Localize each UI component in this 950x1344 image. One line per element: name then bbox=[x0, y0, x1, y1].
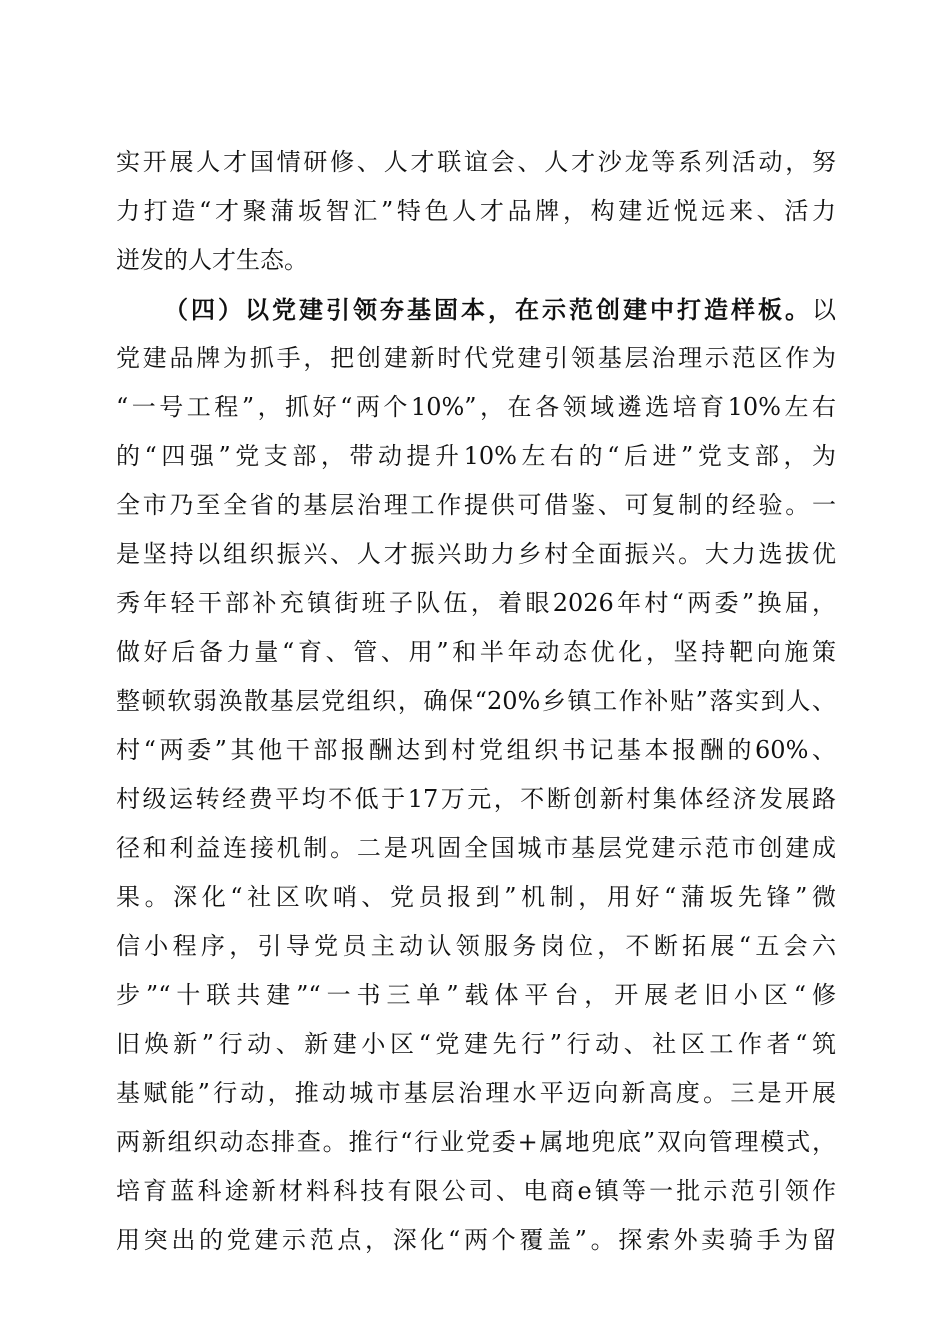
text-line: 迸发的人才生态。 bbox=[116, 246, 308, 274]
text-line: 做好后备力量“育、管、用”和半年动态优化，坚持靶向施策 bbox=[116, 638, 836, 666]
text-line: 力打造“才聚蒲坂智汇”特色人才品牌，构建近悦远来、活力 bbox=[116, 197, 836, 225]
text-line: 实开展人才国情研修、人才联谊会、人才沙龙等系列活动，努 bbox=[116, 148, 836, 176]
text-line: 秀年轻干部补充镇街班子队伍，着眼2026年村“两委”换届， bbox=[116, 589, 836, 617]
text-line: 用突出的党建示范点，深化“两个覆盖”。探索外卖骑手为留 bbox=[116, 1226, 836, 1254]
text-line: 村级运转经费平均不低于17万元，不断创新村集体经济发展路 bbox=[116, 785, 836, 813]
text-line: “一号工程”，抓好“两个10%”，在各领域遴选培育10%左右 bbox=[116, 393, 836, 421]
section-heading-line bbox=[116, 285, 836, 334]
text-line: 信小程序，引导党员主动认领服务岗位，不断拓展“五会六 bbox=[116, 932, 836, 960]
document-body bbox=[116, 138, 836, 1265]
text-line: 培育蓝科途新材料科技有限公司、电商e镇等一批示范引领作 bbox=[116, 1177, 836, 1205]
text-line: 党建品牌为抓手，把创建新时代党建引领基层治理示范区作为 bbox=[116, 344, 836, 372]
text-line: 径和利益连接机制。二是巩固全国城市基层党建示范市创建成 bbox=[116, 834, 836, 862]
text-line: 步”“十联共建”“一书三单”载体平台，开展老旧小区“修 bbox=[116, 981, 836, 1009]
text-line: 村“两委”其他干部报酬达到村党组织书记基本报酬的60%、 bbox=[116, 736, 836, 764]
text-line: 两新组织动态排查。推行“行业党委+属地兜底”双向管理模式， bbox=[116, 1128, 836, 1156]
text-line: 是坚持以组织振兴、人才振兴助力乡村全面振兴。大力选拔优 bbox=[116, 540, 836, 568]
text-line: 全市乃至全省的基层治理工作提供可借鉴、可复制的经验。一 bbox=[116, 491, 836, 519]
section-heading: （四）以党建引领夯基固本，在示范创建中打造样板。 bbox=[164, 295, 812, 324]
text-line: 果。深化“社区吹哨、党员报到”机制，用好“蒲坂先锋”微 bbox=[116, 883, 836, 911]
text-fragment: 以 bbox=[812, 296, 836, 324]
text-line: 整顿软弱涣散基层党组织，确保“20%乡镇工作补贴”落实到人、 bbox=[116, 687, 836, 715]
text-line: 基赋能”行动，推动城市基层治理水平迈向新高度。三是开展 bbox=[116, 1079, 836, 1107]
text-line: 旧焕新”行动、新建小区“党建先行”行动、社区工作者“筑 bbox=[116, 1030, 836, 1058]
text-line: 的“四强”党支部，带动提升10%左右的“后进”党支部，为 bbox=[116, 442, 836, 470]
